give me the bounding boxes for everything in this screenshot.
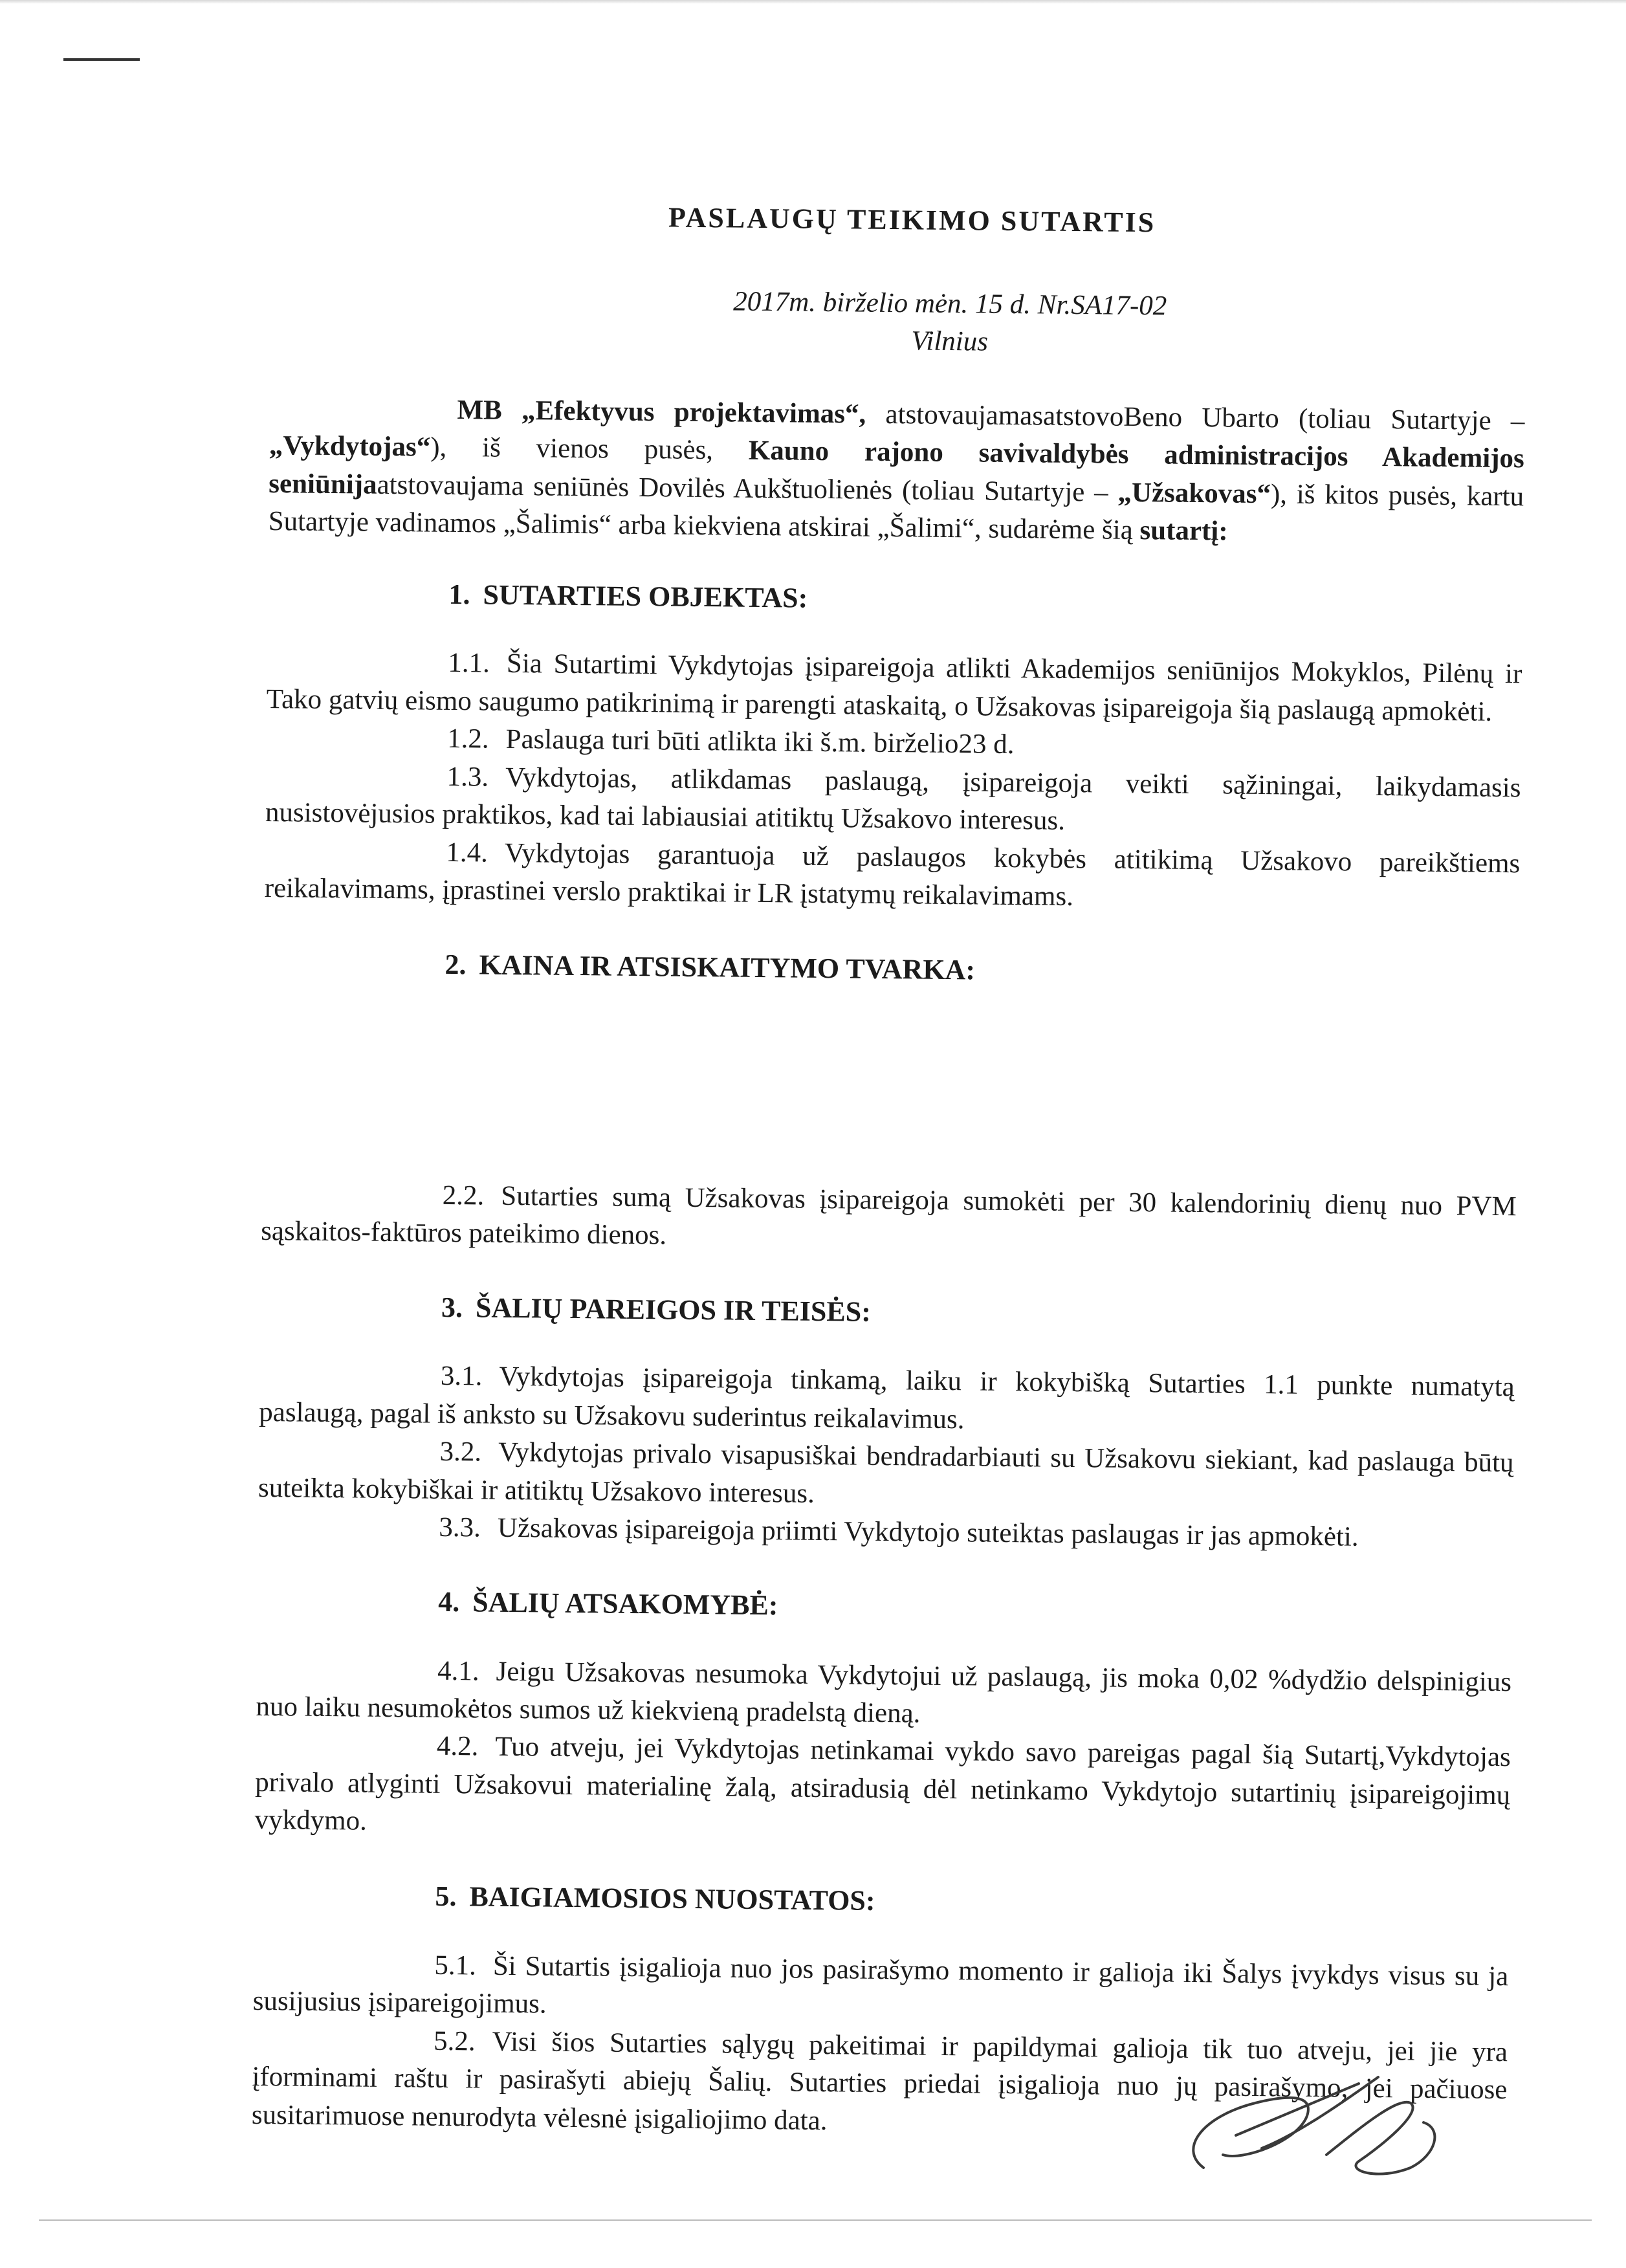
clause: [252, 1945, 1508, 2034]
clause-text: Sutarties sumą Užsakovas įsipareigoja sumokėti per 30 kalendorinių dienų nuo PVM sąskaitos-faktūros pateikimo dienos.: [260, 1180, 1517, 1251]
intro-closing: sutartį:: [1139, 515, 1228, 547]
section-heading: [257, 1581, 1513, 1633]
clause: [256, 1650, 1511, 1739]
document-title: PASLAUGŲ TEIKIMO SUTARTIS: [668, 201, 1156, 239]
section-number: 1.: [448, 578, 470, 610]
section-heading: [254, 1875, 1510, 1927]
section-title: ŠALIŲ ATSAKOMYBĖ:: [472, 1586, 778, 1621]
section-number: 4.: [437, 1585, 460, 1618]
clause: [259, 1356, 1515, 1444]
clause-number: 3.2.: [439, 1437, 482, 1468]
client-name: Kauno rajono savivaldybės administracijos Akademijos seniūnija: [269, 435, 1525, 500]
clause: [265, 756, 1521, 845]
clause-number: 4.1.: [437, 1655, 479, 1686]
contractor-alias: „Vykdytojas“: [269, 430, 431, 463]
clause-text: Tuo atveju, jei Vykdytojas netinkamai vykdo savo pareigas pagal šią Sutartį,Vykdytojas privalo atlyginti Užsakovui materialinę žalą, atsiradusią dėl netinkamo Vykdytojo sutartinių įsipareigojimų vykdymo.: [254, 1732, 1511, 1837]
section-heading: [260, 1286, 1516, 1338]
client-alias: „Užsakovas“: [1117, 477, 1271, 509]
clause-number: 1.4.: [446, 837, 489, 868]
handwritten-signature: [1165, 2058, 1462, 2200]
clause-number: 3.3.: [439, 1512, 481, 1543]
clause: [264, 832, 1520, 921]
clause-text: Paslauga turi būti atlikta iki š.m. birželio23 d.: [505, 724, 1015, 760]
section-heading: [263, 943, 1519, 995]
clause-text: Šia Sutartimi Vykdytojas įsipareigoja atlikti Akademijos seniūnijos Mokyklos, Pilėnų ir Tako gatvių eismo saugumo patikrinimą ir parengti ataskaitą, o Užsakovas įsipareigoja šią paslaugą apmokėti.: [266, 648, 1522, 727]
clause: [254, 1726, 1511, 1853]
clause-text: Vykdytojas garantuoja už paslaugos kokybės atitikimą Užsakovo pareikštiems reikalavimams, įprastinei verslo praktikai ir LR įstatymų reikalavimams.: [264, 837, 1521, 912]
clause-number: 1.3.: [446, 761, 489, 793]
scan-edge: [0, 0, 1626, 4]
clause-number: 3.1.: [440, 1361, 483, 1392]
intro-text-2: ), iš vienos pusės,: [430, 432, 749, 466]
intro-text-1: atstovaujamasatstovoBeno Ubarto (toliau Sutartyje –: [866, 399, 1525, 437]
section-title: BAIGIAMOSIOS NUOSTATOS:: [469, 1880, 875, 1917]
clause-number: 2.2.: [442, 1180, 485, 1211]
clause-number: 4.2.: [436, 1731, 479, 1762]
contract-body: [252, 194, 1527, 2147]
section-number: 3.: [441, 1291, 463, 1323]
page-bottom-line: [39, 2219, 1592, 2221]
section-number: 5.: [435, 1880, 457, 1912]
clause-text: Vykdytojas, atlikdamas paslaugą, įsipareigoja veikti sąžiningai, laikydamasis nusistovėjusios praktikos, kad tai labiausiai atitiktų Užsakovo interesus.: [265, 762, 1521, 837]
section-title: ŠALIŲ PAREIGOS IR TEISĖS:: [475, 1291, 872, 1328]
clause-text: Vykdytojas įsipareigoja tinkamą, laiku ir kokybišką Sutarties 1.1 punkte numatytą paslaugą, pagal iš anksto su Užsakovu suderintus reikalavimus.: [259, 1361, 1515, 1435]
section-title: SUTARTIES OBJEKTAS:: [483, 578, 808, 614]
intro-paragraph: [268, 390, 1524, 554]
clause: [258, 1431, 1514, 1520]
redacted-blank-area: [261, 1013, 1519, 1188]
clause-number: 5.1.: [434, 1950, 477, 1981]
clause-number: 1.1.: [448, 648, 490, 679]
section-heading: [267, 573, 1523, 625]
clause-text: Jeigu Užsakovas nesumoka Vykdytojui už paslaugą, jis moka 0,02 %dydžio delspinigius nuo laiku nesumokėtos sumos už kiekvieną pradelstą dieną.: [256, 1656, 1512, 1729]
clause-text: Visi šios Sutarties sąlygų pakeitimai ir papildymai galioja tik tuo atveju, jei jie yra įforminami raštu ir pasirašyti abiejų Šalių. Sutarties priedai įsigalioja nuo jų pasirašymo, jei pačiuose susitarimuose nenurodyta vėlesnė įsigaliojimo data.: [251, 2026, 1508, 2136]
date-and-number: 2017m. birželio mėn. 15 d. Nr.SA17-02: [733, 286, 1167, 322]
page-dash-mark: [63, 58, 140, 61]
intro-text-3: atstovaujama seniūnės Dovilės Aukštuolienės (toliau Sutartyje –: [377, 469, 1118, 508]
clause-text: Vykdytojas privalo visapusiškai bendradarbiauti su Užsakovu siekiant, kad paslauga būtų suteikta kokybiškai ir atitiktų Užsakovo interesus.: [258, 1437, 1514, 1509]
city: Vilnius: [911, 325, 989, 357]
section-title: KAINA IR ATSISKAITYMO TVARKA:: [479, 949, 976, 986]
section-number: 2.: [445, 948, 467, 980]
clause: [267, 643, 1522, 731]
clause-text: Užsakovas įsipareigoja priimti Vykdytojo suteiktas paslaugas ir jas apmokėti.: [497, 1512, 1359, 1552]
intro-text-4: ), iš kitos pusės, kartu Sutartyje vadinamos „Šalimis“ arba kiekviena atskirai „Šalimi“, sudarėme šią: [268, 478, 1524, 546]
clause-text: Ši Sutartis įsigalioja nuo jos pasirašymo momento ir galioja iki Šalys įvykdys visus su ja susijusius įsipareigojimus.: [252, 1950, 1509, 2020]
clause: [261, 1174, 1517, 1263]
contractor-name: MB „Efektyvus projektavimas“,: [457, 394, 866, 430]
clause-number: 5.2.: [433, 2025, 476, 2057]
clause-number: 1.2.: [446, 723, 489, 754]
